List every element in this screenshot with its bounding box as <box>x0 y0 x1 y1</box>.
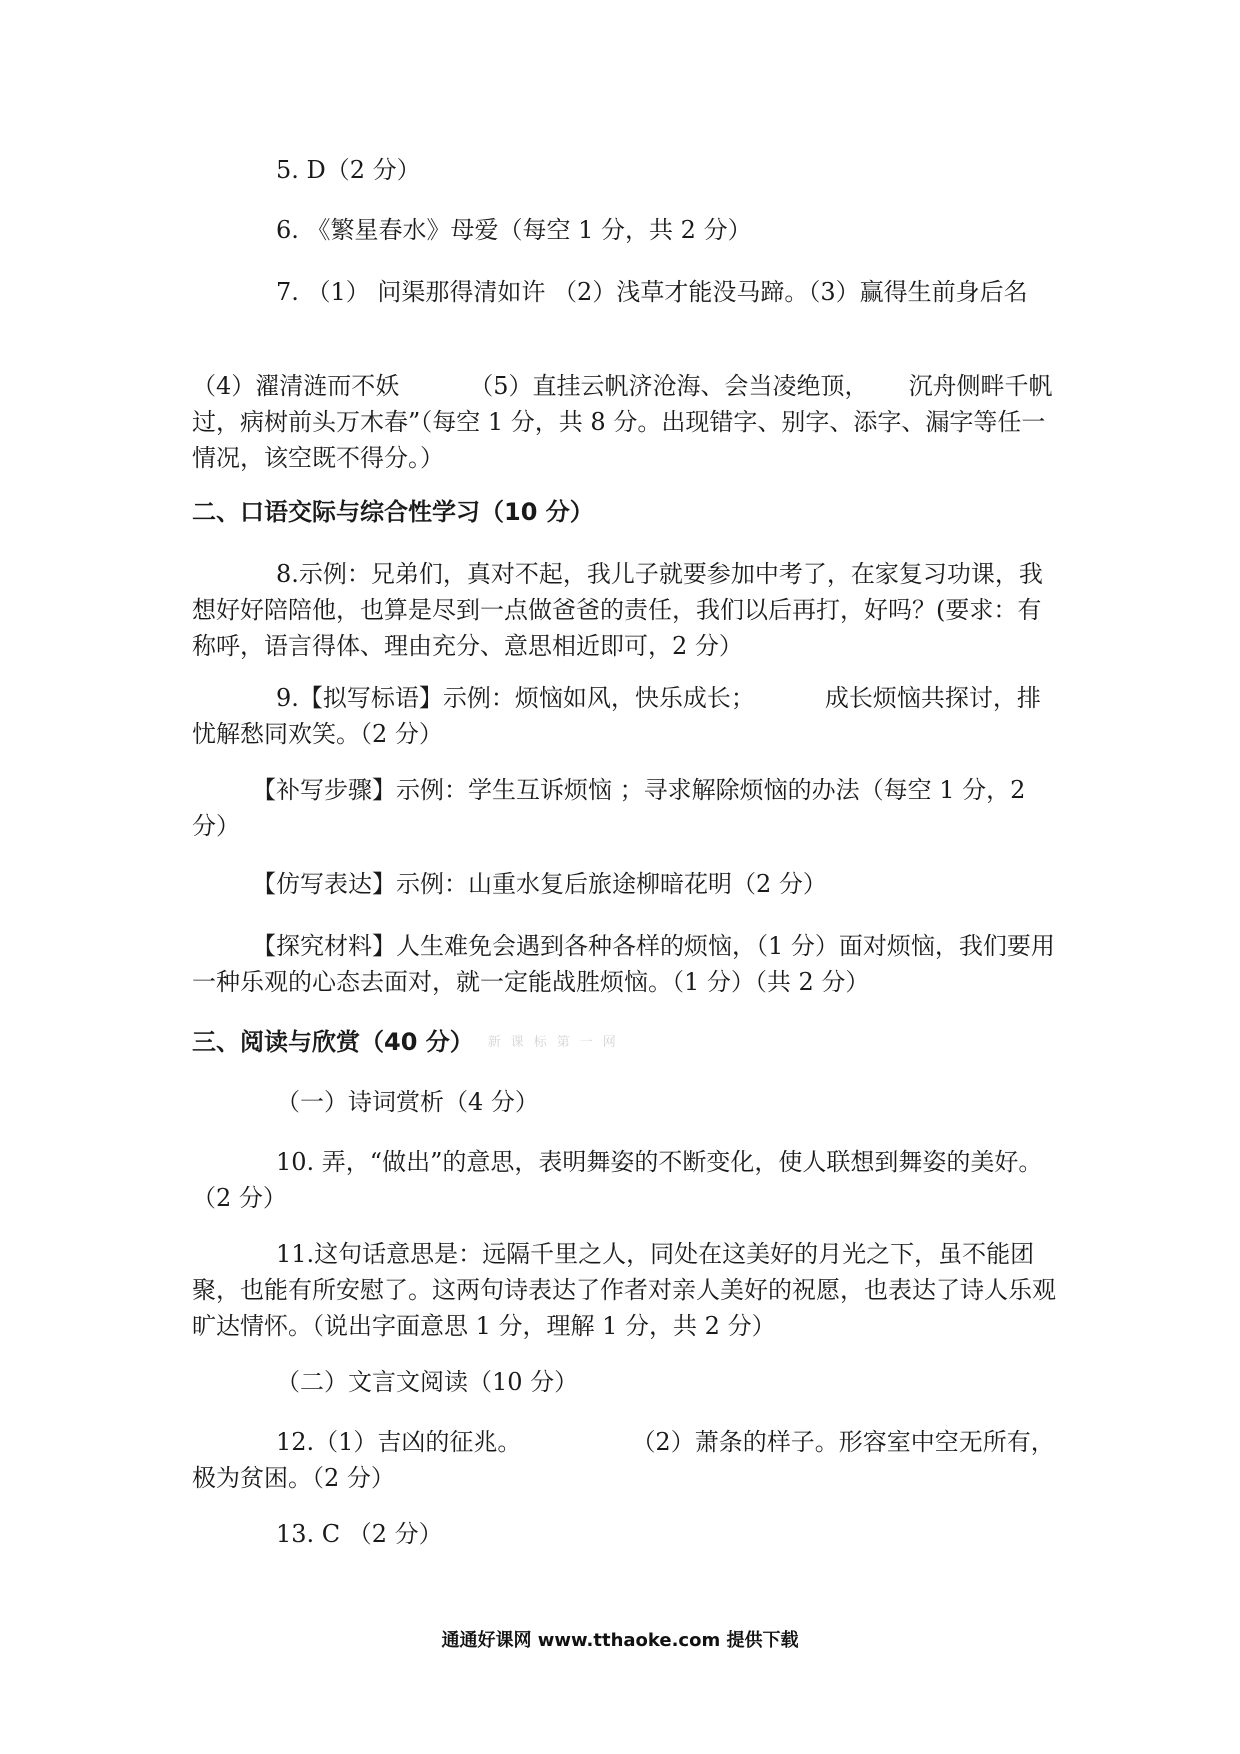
answer-6: 6. 《繁星春水》母爱（每空 1 分，共 2 分） <box>276 216 752 244</box>
answer-12-part-1: 12.（1）吉凶的征兆。 <box>276 1428 522 1456</box>
answer-9-steps: 【补写步骤】示例：学生互诉烦恼 ；寻求解除烦恼的办法（每空 1 分，2 分） <box>192 776 1026 840</box>
answer-10: 10. 弄，“做出”的意思，表明舞姿的不断变化，使人联想到舞姿的美好。（2 分） <box>192 1148 1043 1212</box>
answer-8: 8.示例：兄弟们，真对不起，我儿子就要参加中考了，在家复习功课，我想好好陪陪他，也算是尽到一点做爸爸的责任，我们以后再打，好吗？(要求：有称呼，语言得体、理由充分、意思相近即可，2 分） <box>192 560 1043 660</box>
section-2-heading: 二、口语交际与综合性学习（10 分） <box>192 498 594 526</box>
answer-13: 13. C （2 分） <box>276 1520 443 1548</box>
answer-9-slogan <box>192 680 1060 752</box>
subsection-classical: （二）文言文阅读（10 分） <box>276 1368 579 1396</box>
answer-7-item-6: 沉舟侧畔千帆过，病树前头万木春”（每空 1 分，共 8 分。出现错字、别字、添字、漏字等任一情况，该空既不得分。） <box>192 372 1053 472</box>
answer-7-item-5: （5）直挂云帆济沧海、会当凌绝顶， <box>469 372 869 400</box>
answer-7: 7. （1） 问渠那得清如许 （2）浅草才能没马蹄。（3）赢得生前身后名 <box>276 278 1028 306</box>
answer-9-slogan-a: 9.【拟写标语】示例：烦恼如风，快乐成长； <box>276 684 755 712</box>
answer-9-explore: 【探究材料】人生难免会遇到各种各样的烦恼，（1 分）面对烦恼，我们要用一种乐观的心态去面对，就一定能战胜烦恼。（1 分）（共 2 分） <box>192 932 1055 996</box>
answer-9-slogan-b: 成长烦恼共探讨，排忧解愁同欢笑。（2 分） <box>192 684 1041 748</box>
answer-5: 5. D（2 分） <box>276 156 421 184</box>
subsection-poetry: （一）诗词赏析（4 分） <box>276 1088 539 1116</box>
answer-12-part-2: （2）萧条的样子。形容室中空无所有，极为贫困。（2 分） <box>192 1428 1055 1492</box>
watermark: 新课标第一网 <box>487 1035 626 1050</box>
answer-7-continued <box>192 368 1060 476</box>
answer-11: 11.这句话意思是：远隔千里之人，同处在这美好的月光之下，虽不能团聚，也能有所安慰了。这两句诗表达了作者对亲人美好的祝愿，也表达了诗人乐观旷达情怀。（说出字面意思 1 分，理解 1 分，共 2 分） <box>192 1240 1056 1340</box>
page-footer: 通通好课网 www.tthaoke.com 提供下载 <box>441 1630 799 1651</box>
answer-7-item-4: （4）濯清涟而不妖 <box>192 372 400 400</box>
answer-12 <box>192 1424 1060 1496</box>
section-3-title: 三、阅读与欣赏（40 分） <box>192 1028 474 1056</box>
answer-9-imitate: 【仿写表达】示例：山重水复后旅途柳暗花明（2 分） <box>252 870 827 898</box>
section-3-heading <box>192 1024 626 1061</box>
